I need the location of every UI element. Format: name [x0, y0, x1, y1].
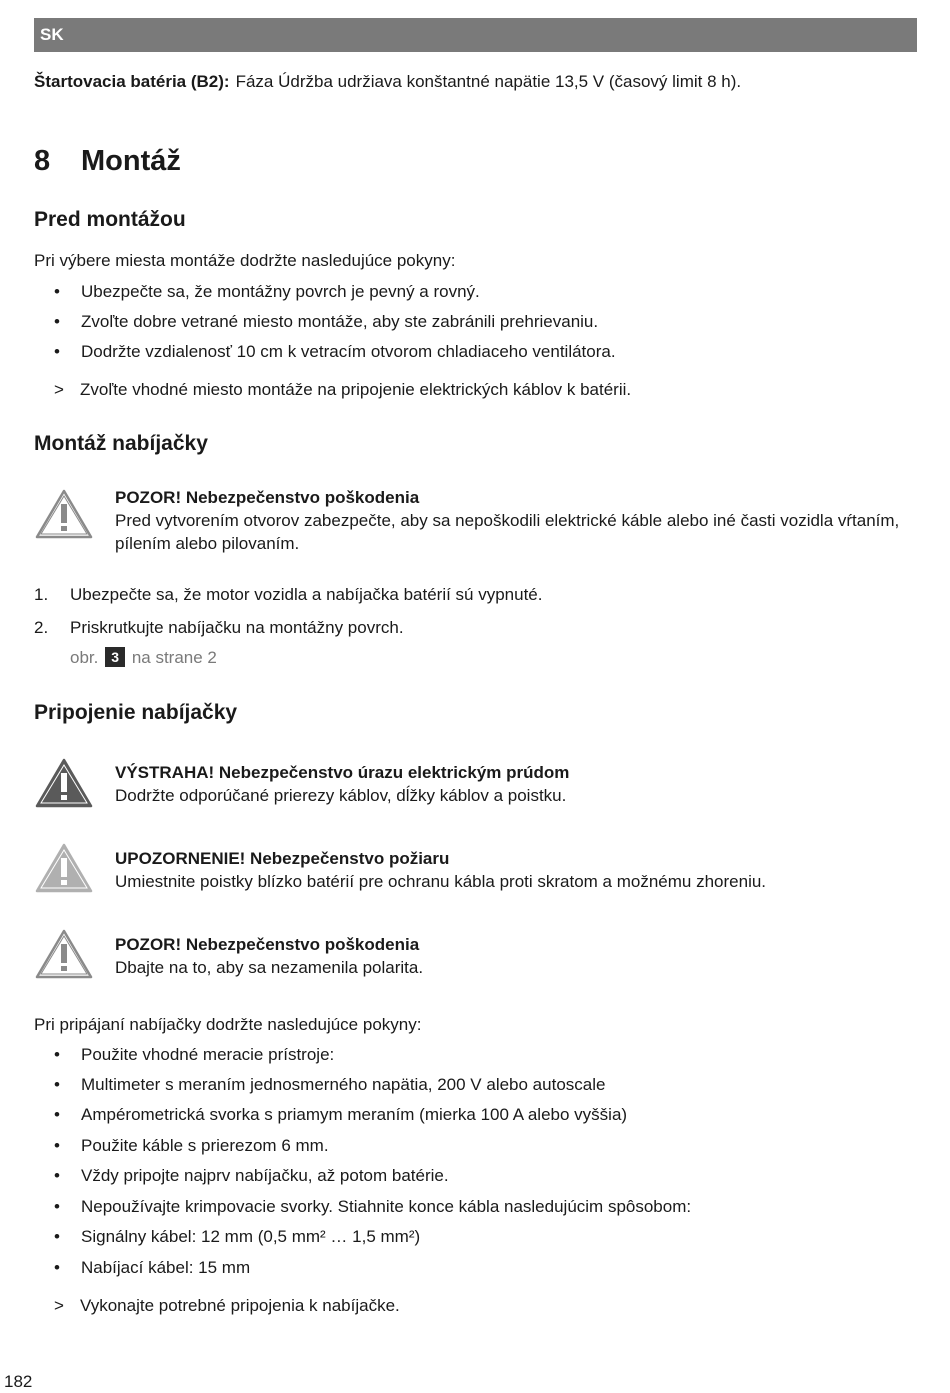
chapter-name: Montáž	[81, 145, 181, 177]
bullet-icon: •	[54, 1258, 60, 1277]
bullet-icon: •	[54, 342, 60, 361]
intro-line	[34, 70, 741, 93]
bullet-icon: •	[54, 1197, 60, 1216]
intro-text: Fáza Údržba udržiava konštantné napätie 13,5 V (časový limit 8 h).	[235, 72, 742, 91]
section-intro: Pri výbere miesta montáže dodržte nasledujúce pokyny:	[34, 251, 456, 270]
warning-triangle-light-icon	[34, 842, 94, 894]
language-label: SK	[40, 25, 64, 44]
bullet-icon: •	[54, 312, 60, 331]
warning-title: POZOR! Nebezpečenstvo poškodenia	[115, 935, 420, 954]
warning-title: POZOR! Nebezpečenstvo poškodenia	[115, 488, 420, 507]
step-marker-icon: >	[54, 1296, 64, 1315]
intro-label: Štartovacia batéria (B2):	[34, 72, 230, 91]
bullet-icon: •	[54, 1075, 60, 1094]
bullet-icon: •	[54, 1136, 60, 1155]
warning-text: Pred vytvorením otvorov zabezpečte, aby sa nepoškodili elektrické káble alebo iné časti vozidla vŕtaním, pílením alebo pilovaním.	[115, 511, 900, 553]
page-number: 182	[4, 1372, 33, 1391]
figure-number-badge: 3	[105, 647, 125, 667]
section-heading-montaz-nabijacky: Montáž nabíjačky	[34, 432, 208, 455]
warning-text: Umiestnite poistky blízko batérií pre ochranu kábla proti skratom a možnému zhoreniu.	[115, 872, 767, 891]
bullet-icon: •	[54, 1045, 60, 1064]
section-heading-pripojenie-nabijacky: Pripojenie nabíjačky	[34, 701, 238, 724]
warning-title: VÝSTRAHA! Nebezpečenstvo úrazu elektrickým prúdom	[115, 763, 570, 782]
caution-triangle-icon	[34, 488, 94, 540]
bullet-icon: •	[54, 282, 60, 301]
warning-title: UPOZORNENIE! Nebezpečenstvo požiaru	[115, 849, 450, 868]
chapter-title	[34, 142, 181, 180]
step-marker-icon: >	[54, 380, 64, 399]
figure-reference: obr. 3 na strane 2	[70, 648, 217, 667]
bullet-icon: •	[54, 1105, 60, 1124]
bullet-icon: •	[54, 1166, 60, 1185]
warning-text: Dbajte na to, aby sa nezamenila polarita.	[115, 958, 424, 977]
bullet-icon: •	[54, 1227, 60, 1246]
section-intro: Pri pripájaní nabíjačky dodržte nasledujúce pokyny:	[34, 1015, 422, 1034]
section-heading-pred-montazou: Pred montážou	[34, 208, 186, 231]
warning-text: Dodržte odporúčané prierezy káblov, dĺžky káblov a poistku.	[115, 786, 567, 805]
chapter-number: 8	[34, 145, 51, 177]
caution-triangle-icon	[34, 928, 94, 980]
language-bar	[34, 18, 917, 52]
warning-triangle-filled-icon	[34, 757, 94, 809]
